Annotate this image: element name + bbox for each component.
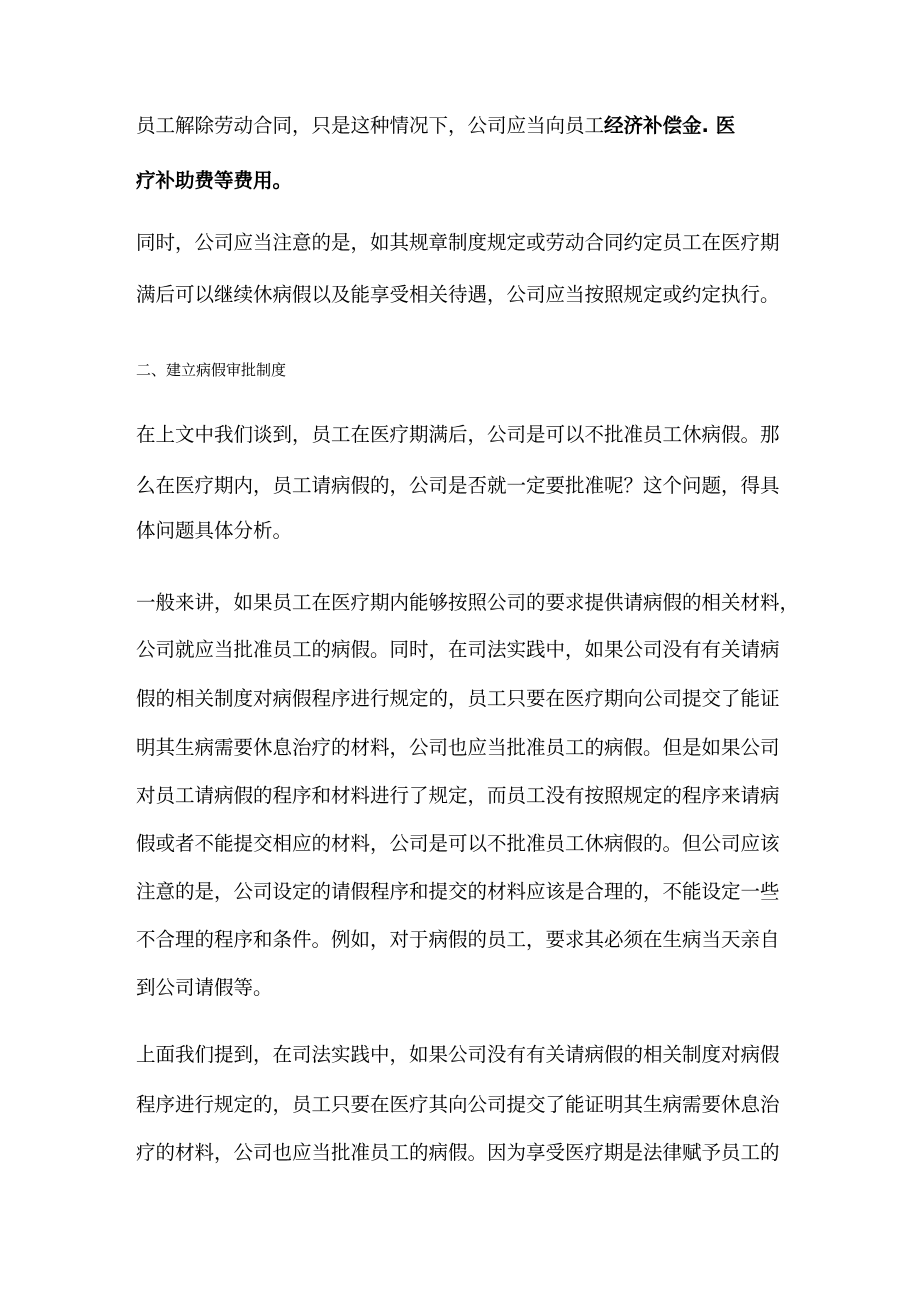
- para1-line1-bold: 经济补偿金. 医: [604, 114, 736, 137]
- para4-line: 一般来讲，如果员工在医疗期内能够按照公司的要求提供请病假的相关材料，: [136, 591, 800, 614]
- para1-line2: 疗补助费等费用。: [136, 169, 293, 192]
- para4-line: 假的相关制度对病假程序进行规定的，员工只要在医疗期向公司提交了能证: [136, 687, 780, 710]
- section-heading: 二、建立病假审批制度: [136, 361, 287, 379]
- para4-line: 注意的是，公司设定的请假程序和提交的材料应该是合理的，不能设定一些: [136, 880, 780, 903]
- para2-line: 满后可以继续休病假以及能享受相关待遇，公司应当按照规定或约定执行。: [136, 283, 780, 306]
- para4-line: 到公司请假等。: [136, 976, 273, 999]
- para1-line1-normal: 员工解除劳动合同，只是这种情况下，公司应当向员工: [136, 114, 605, 137]
- para5-line: 上面我们提到，在司法实践中，如果公司没有有关请病假的相关制度对病假: [136, 1043, 780, 1066]
- para5-line: 程序进行规定的，员工只要在医疗其向公司提交了能证明其生病需要休息治: [136, 1093, 780, 1116]
- para4-line: 对员工请病假的程序和材料进行了规定，而员工没有按照规定的程序来请病: [136, 784, 780, 807]
- para4-line: 假或者不能提交相应的材料，公司是可以不批准员工休病假的。但公司应该: [136, 832, 780, 855]
- para4-line: 明其生病需要休息治疗的材料，公司也应当批准员工的病假。但是如果公司: [136, 736, 780, 759]
- para3-line: 么在医疗期内，员工请病假的，公司是否就一定要批准呢？这个问题，得具: [136, 474, 780, 497]
- para3-line: 在上文中我们谈到，员工在医疗期满后，公司是可以不批准员工休病假。那: [136, 423, 780, 446]
- para4-line: 公司就应当批准员工的病假。同时，在司法实践中，如果公司没有有关请病: [136, 638, 780, 661]
- para2-line: 同时，公司应当注意的是，如其规章制度规定或劳动合同约定员工在医疗期: [136, 231, 780, 254]
- para5-line: 疗的材料，公司也应当批准员工的病假。因为享受医疗期是法律赋予员工的: [136, 1141, 780, 1164]
- para4-line: 不合理的程序和条件。例如，对于病假的员工，要求其必须在生病当天亲自: [136, 928, 780, 951]
- para3-line: 体问题具体分析。: [136, 519, 293, 542]
- para1-line1: [136, 114, 735, 138]
